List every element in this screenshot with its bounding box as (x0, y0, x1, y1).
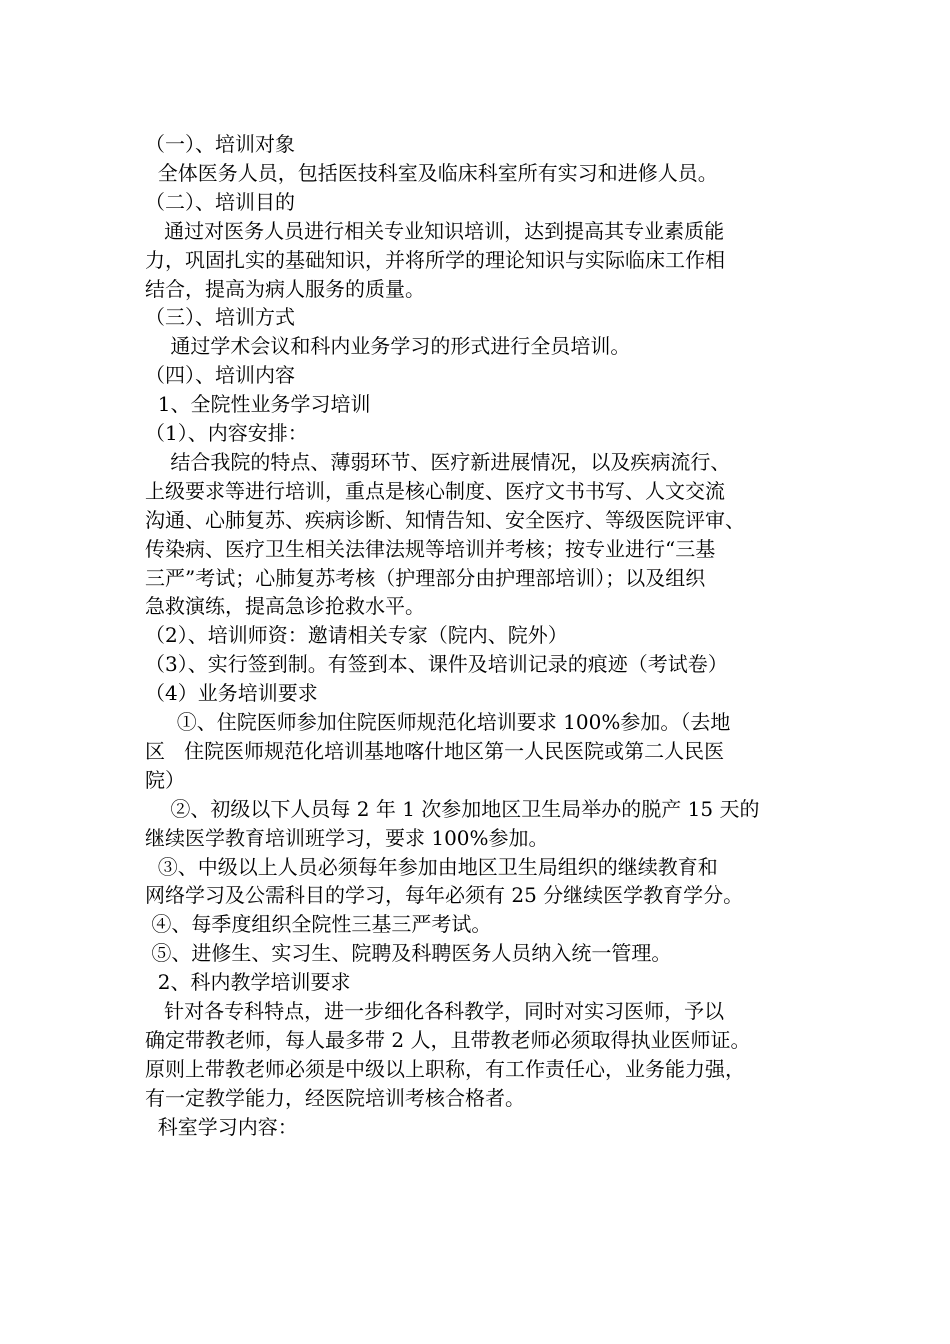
text-line: （4）业务培训要求 (145, 681, 318, 706)
text-line: 科室学习内容： (145, 1114, 298, 1139)
text-line: （四）、培训内容 (145, 363, 295, 388)
text-line: ③、中级以上人员必须每年参加由地区卫生局组织的继续教育和 (145, 854, 718, 879)
text-line: ④、每季度组织全院性三基三严考试。 (145, 912, 492, 937)
text-line: 有一定教学能力，经医院培训考核合格者。 (145, 1085, 525, 1110)
text-line: 针对各专科特点，进一步细化各科教学，同时对实习医师，予以 (145, 999, 725, 1023)
text-line: （1）、内容安排： (145, 421, 308, 445)
text-line: 1、全院性业务学习培训 (145, 392, 371, 417)
text-line: 通过学术会议和科内业务学习的形式进行全员培训。 (145, 334, 631, 359)
text-line: ①、住院医师参加住院医师规范化培训要求 100%参加。（去地 (145, 710, 731, 734)
text-line: 结合，提高为病人服务的质量。 (145, 276, 425, 301)
text-line: ⑤、进修生、实习生、院聘及科聘医务人员纳入统一管理。 (145, 941, 672, 966)
text-line: 三严”考试；心肺复苏考核（护理部分由护理部培训）；以及组织 (145, 565, 706, 590)
text-line: （二）、培训目的 (145, 189, 295, 214)
text-line: 2、科内教学培训要求 (145, 970, 351, 995)
text-line: 结合我院的特点、薄弱环节、医疗新进展情况，以及疾病流行、 (145, 449, 731, 474)
text-line: （三）、培训方式 (145, 305, 295, 330)
text-line: 原则上带教老师必须是中级以上职称，有工作责任心，业务能力强， (145, 1056, 745, 1081)
text-line: 院） (145, 767, 185, 792)
text-line: 急救演练，提高急诊抢救水平。 (145, 594, 425, 619)
text-line: ②、初级以下人员每 2 年 1 次参加地区卫生局举办的脱产 15 天的 (145, 796, 760, 821)
text-line: （一）、培训对象 (145, 132, 295, 156)
text-line: 网络学习及公需科目的学习，每年必须有 25 分继续医学教育学分。 (145, 883, 744, 908)
text-line: 继续医学教育培训班学习，要求 100%参加。 (145, 825, 549, 850)
text-line: 全体医务人员，包括医技科室及临床科室所有实习和进修人员。 (145, 160, 718, 185)
text-line: 上级要求等进行培训，重点是核心制度、医疗文书书写、人文交流 (145, 478, 725, 503)
text-line: 传染病、医疗卫生相关法律法规等培训并考核；按专业进行“三基 (145, 536, 716, 561)
text-line: 力，巩固扎实的基础知识，并将所学的理论知识与实际临床工作相 (145, 247, 725, 272)
text-line: （2）、培训师资：邀请相关专家（院内、院外） (145, 623, 568, 648)
text-line: （3）、实行签到制。有签到本、课件及培训记录的痕迹（考试卷） (145, 652, 728, 677)
text-line: 区 住院医师规范化培训基地喀什地区第一人民医院或第二人民医 (145, 738, 725, 763)
text-line: 通过对医务人员进行相关专业知识培训，达到提高其专业素质能 (145, 218, 725, 243)
text-line: 确定带教老师，每人最多带 2 人，且带教老师必须取得执业医师证。 (145, 1027, 751, 1052)
text-line: 沟通、心肺复苏、疾病诊断、知情告知、安全医疗、等级医院评审、 (145, 507, 745, 532)
